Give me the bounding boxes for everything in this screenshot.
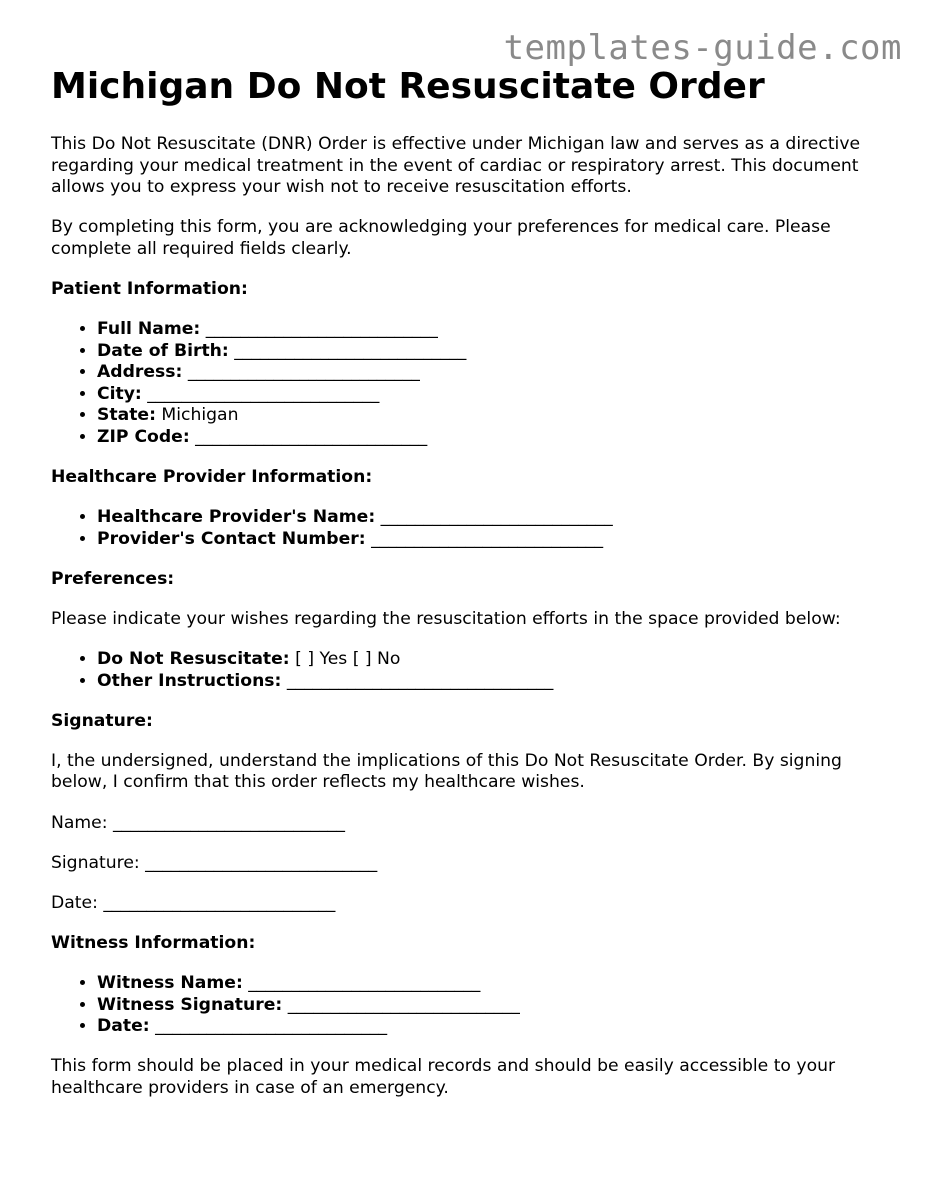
field-label: Do Not Resuscitate: (97, 649, 290, 670)
field-blank[interactable]: ___________________________ (155, 1016, 388, 1037)
preference-other-instructions (97, 671, 891, 693)
preferences-heading: Preferences: (51, 568, 175, 589)
preferences-list (51, 649, 891, 692)
patient-info-list (51, 319, 891, 449)
signature-line[interactable]: Signature: ___________________________ (51, 852, 378, 873)
witness-info-list (51, 973, 891, 1038)
field-blank[interactable]: ___________________________ (371, 528, 604, 549)
provider-info-heading: Healthcare Provider Information: (51, 467, 373, 488)
field-blank[interactable]: ___________________________ (205, 319, 438, 340)
signature-text: I, the undersigned, understand the implications of this Do Not Resuscitate Order. By signing below, I confirm that this order reflects my healthcare wishes. (51, 750, 842, 793)
field-label: Date: (97, 1016, 150, 1037)
field-value: Michigan (161, 405, 239, 426)
field-label: Full Name: (97, 319, 201, 340)
field-blank[interactable]: ___________________________ (248, 972, 481, 993)
field-blank[interactable]: ___________________________ (234, 340, 467, 361)
witness-field-signature (97, 995, 891, 1017)
intro-paragraph: This Do Not Resuscitate (DNR) Order is effective under Michigan law and serves as a directive regarding your medical treatment in the event of cardiac or respiratory arrest. This document allows you to express your wish not to receive resuscitation efforts. (51, 134, 861, 198)
signature-name-line[interactable]: Name: ___________________________ (51, 812, 345, 833)
field-blank[interactable]: ___________________________ (187, 362, 420, 383)
witness-info-heading: Witness Information: (51, 932, 256, 953)
patient-field-state (97, 405, 891, 427)
patient-field-date-of-birth (97, 341, 891, 363)
field-label: ZIP Code: (97, 427, 190, 448)
field-blank[interactable]: ___________________________ (287, 994, 520, 1015)
yes-no-checkboxes[interactable]: [ ] Yes [ ] No (295, 649, 401, 670)
field-label: Provider's Contact Number: (97, 528, 366, 549)
field-label: State: (97, 405, 156, 426)
field-blank[interactable]: ___________________________ (380, 507, 613, 528)
patient-field-address (97, 362, 891, 384)
provider-field-name (97, 507, 891, 529)
field-blank[interactable]: ___________________________ (195, 427, 428, 448)
field-label: Witness Name: (97, 972, 243, 993)
field-blank[interactable]: _______________________________ (286, 670, 554, 691)
watermark: templates-guide.com (503, 28, 902, 68)
patient-field-city (97, 384, 891, 406)
patient-field-zip-code (97, 427, 891, 449)
provider-field-contact-number (97, 529, 891, 551)
intro-paragraph: By completing this form, you are acknowledging your preferences for medical care. Please complete all required fields clearly. (51, 217, 831, 259)
closing-paragraph: This form should be placed in your medical records and should be easily accessible to your healthcare providers in case of an emergency. (51, 1056, 836, 1098)
preferences-text: Please indicate your wishes regarding the resuscitation efforts in the space provided below: (51, 609, 841, 629)
signature-heading: Signature: (51, 710, 153, 731)
witness-field-date (97, 1016, 891, 1038)
patient-info-heading: Patient Information: (51, 278, 248, 299)
field-label: Other Instructions: (97, 670, 282, 691)
field-label: Healthcare Provider's Name: (97, 507, 376, 528)
field-label: Witness Signature: (97, 994, 283, 1015)
field-label: Date of Birth: (97, 340, 229, 361)
field-blank[interactable]: ___________________________ (147, 383, 380, 404)
signature-date-line[interactable]: Date: ___________________________ (51, 892, 336, 913)
preference-do-not-resuscitate (97, 649, 891, 671)
page-title: Michigan Do Not Resuscitate Order (51, 66, 765, 107)
field-label: Address: (97, 362, 183, 383)
document-body (51, 64, 891, 1118)
provider-info-list (51, 507, 891, 550)
patient-field-full-name (97, 319, 891, 341)
witness-field-name (97, 973, 891, 995)
field-label: City: (97, 383, 142, 404)
